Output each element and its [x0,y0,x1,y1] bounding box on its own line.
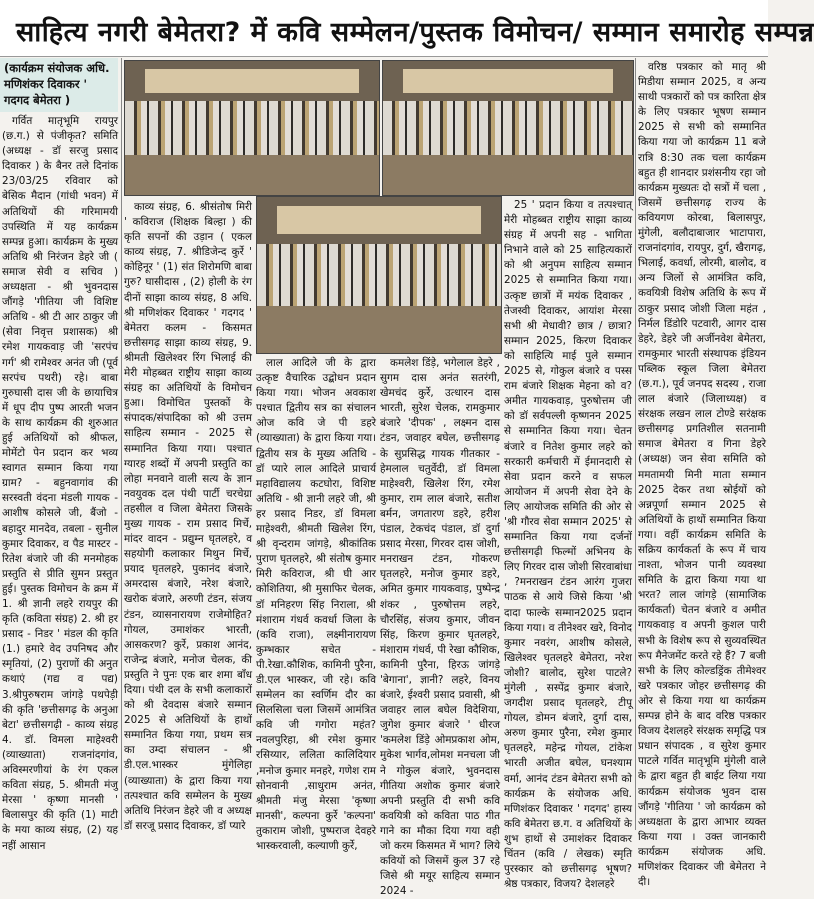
col5-text: 25 ' प्रदान किया व तत्पश्चात् मेरी मोहब्बत राष्ट्रीय साझा काव्य संग्रह में अपनी सह - भागिता निभाने वाले को 25 साहित्यकारों को श्री अनुपम साहित्य सम्मान 2025 से सम्मानित किया गया। उत्कृष्ट छात्रों में मयंक दिवाकर , तेजस्वी दिवाकर, आयांश मेरसा सभी श्री मेधावी? छात्र / छात्रा? सम्मान 2025, किरण दिवाकर को साहित्यि माई पुले सम्मान 2025 से, गोकुल बंजारे व पस्स राम बंजारे शिक्षक मेहना को व? अमीत गायकवाड़, पुरुषोत्तम जी को डॉ सर्वपल्ली कृष्णनन 2025 से सम्मानित किया गया। चेतन बंजारे व नितेश कुमार लहरे को सरकारी कर्मचारी में ईमानदारी से सेवा प्रदान करने व सफल आयोजन में अपनी सेवा देने के लिए आयोजक समिति की ओर से 'श्री गौरव सेवा सम्मान 2025' से सम्मानित किया गया दर्जनों छत्तीसगढ़ी फिल्मों अभिनय के लिए गिरवर दास जोशी सिरवाबांधा , ?मनराखन टंडन आरंग गुजरा पाठक से आये जिसे किया 'श्री दादा फाल्के सम्मान2025 प्रदान किया गया। व तीनेश्वर खरे, विनोद कुमार नवरंग, आशीष कोसले, खिलेश्वर घृतलहरे बेमेतरा, नरेश जोशी? बालोद, सुरेश पाटले? मुंगेली , सस्पेंद्र कुमार बंजारे, जगदीश प्रसाद घृतलहरे, टीपू गोयल, डोमन बंजारे, दुर्गा दास, अरुण कुमार पुरैना, रमेश कुमार घृतलहरे, महेन्द्र गोयल, टांकेश भारती अजीत बघेल, घनश्याम वर्मा, आनंद टंडन बेमेतरा सभी को कार्यक्रम के संयोजक अधि. मणिशंकर दिवाकर ' गदगद' हास्य कवि बेमेतरा छ.ग. व अतिथियों के शुभ हाथों से उमाशंकर दिवाकर चिंतन (कवि / लेखक) स्मृति पुरस्कार को छत्तीसगढ़ भूषण? श्रेष्ठ पत्रकार, विजय? देशलहरे [504,199,632,891]
col6-text: वरिष्ठ पत्रकार को मातृ श्री मिडीया सम्मान 2025, व अन्य साथी पत्रकारों को पत्र कारिता क्षेत्र के लिए पत्रकार भूषण सम्मान 2025 से सभी को सम्मानित किया गया जो कार्यक्रम 11 बजे रात्रि 8:30 तक चला कार्यक्रम बहुत ही शानदार प्रशंसनीय रहा जो कार्यक्रम मुख्यतः दो सत्रों में चला , जिसमें छत्तीसगढ़ राज्य के कवियगण कोरबा, बिलासपुर, मुंगेली, बलौदाबाजार भाटापारा, राजनांदगांव, रायपुर, दुर्ग, खैरागढ़, भिलाई, कवर्धा, लोरमी, बालोद, व अन्य जिलों से आमंत्रित कवि, कवयित्री विशेष अतिथि के रूप में ठाकुर प्रसाद जोशी जिला महंत , निर्मल डिंडोरि पटवारी, आगर दास डेहरे, डेहरे जी अर्जीनवेश बेमेतरा, रामकुमार भारती संस्थापक इंडियन पब्लिक स्कूल जिला बेमेतरा (छ.ग.), पूर्व जनपद सदस्य , राजा लाल बंजारे (जिलाध्यक्ष) व संरक्षक लखन लाल टोण्डे सरंक्षक छत्तीसगढ़ प्रगतिशील सतनामी समाज बेमेतरा व गिना डेहरे (अध्यक्ष) जन सेवा समिति को ममतामयी मिनी माता सम्मान 2025 देकर तथा स्रोईयों को अन्नपूर्णा सम्मान 2025 से अतिथियों के हाथों सम्मानित किया गया। वहीं कार्यक्रम समिति के सक्रिय कार्यकर्ता के रूप में चाय नाश्ता, भोजन पानी व्यवस्था समिति के द्वारा किया गया था भरत? लाल जांगड़े (सामाजिक कार्यकर्ता) चेतन बंजारे व अमीत गायकवाड़ व अपनी कुशल पारी सभी के विशेष रूप से सुव्यवस्थित रूप मैनेजमेंट करते रहे हैं? 7 बजी सभी के लिए कोल्डड्रिंक तीमेश्वर खरे पत्रकार जोहर छत्तीसगढ़ की ओर से किया गया था कार्यक्रम सम्पन्न होने के बाद वरिष्ठ पत्रकार विजय देशलहरे संरक्षक समृद्धि पत्र प्रधान संपादक , व सुरेश कुमार पाटले गर्वित मातृभूमि मुंगेली वाले के द्वारा बहुत ही बाईट लिया गया कार्यक्रम संयोजक भुवन दास जौंगड़े 'गीतिया ' जो कार्यक्रम को अध्यक्षता के द्वारा आभार व्यक्त किया गया । उक्त जानकारी कार्यक्रम संयोजक अधि. मणिशंकर दिवाकर जी बेमेतरा ने दी। [638,61,766,889]
col2-text: काव्य संग्रह, 6. श्रीसंतोष मिरी ' कविराज (शिक्षक बिल्हा ) की कृति सपनों की उड़ान ( एकल काव्य संग्रह, 7. श्रीडिजेन्द कुर्रे ' कोहिनूर ' (1) संत शिरोमणि बाबा गुरु? घासीदास , (2) होली के रंग दीनों साझा काव्य संग्रह, 8 अधि. श्री मणिशंकर दिवाकर ' गदगद ' बेमेतरा कलम - किसमत छत्तीसगढ़ साझा काव्य संग्रह, 9. श्रीमती खिलेश्वर रिंग भिलाई की मेरी मोहब्बत राष्ट्रीय साझा काव्य संग्रह का अतिथियों के विमोचन हुआ। विमोचित पुस्तकों के संपादक/संपादिका को श्री उत्तम साहित्य सम्मान - 2025 से सम्मानित किया गया। पश्चात ग्यारह शब्दों में अपनी प्रस्तुति का लोहा मनवाने वाली सत्य के ज्ञान नवयुवक दल पंथी पार्टी चरचेग्रा तहसील व जिला बेमेतरा जिसके मुख्य गायक - राम प्रसाद मिर्चे, मांदर वादन - प्रद्युम्न घृतलहरे, व सहयोगी कलाकार मिथुन मिर्चे, प्रयाद घृतलहरे, पुकानंद बंजारे, अमरदास बंजारे, नरेश बंजारे, खरोक बंजारे, अरुणी टंडन, संजय टंडन, व्यासनारायण राजेमोहित? गोयल, उमाशंकर भारती, आसकरण? कुर्रे, प्रकाश आनंद, राजेन्द्र बंजारे, मनोज चेलक, की प्रस्तुति ने पुनः एक बार शमा बाँध दिया। पंथी दल के सभी कलाकारों को श्री देवदास बंजारे सम्मान 2025 से अतिथियों के हाथों सम्मानित किया गया, प्रथम सत्र का उम्दा संचालन - श्री डी.एल.भास्कर मुंगेलिहा (व्याख्याता) के द्वारा किया गया तत्पश्चात कवि सम्मेलन के मुख्य अतिथि निरंजन डेहरे जी व अध्यक्ष डॉ सरजू प्रसाद दिवाकर, डॉ प्यारे [124,201,252,832]
article-col-5 [504,198,632,891]
col3-text: लाल आदिले जी के द्वारा उत्कृष्ट वैचारिक उद्बोधन प्रदान किया गया। भोजन अवकाश पश्चात द्वितीय सत्र का संचालन ओज कवि जे पी डहरे (व्याख्याता) के द्वारा किया गया। द्वितीय सत्र के मुख्य अतिथि - डॉ प्यारे लाल आदिले प्राचार्य महाविद्यालय कटघोरा, विशिष्ट अतिथि - श्री ज्ञानी लहरे जी, श्री हर प्रसाद निडर, डॉ विमला माहेश्वरी, श्रीमती खिलेश रिंग, श्री वृन्दराम जांगड़े, श्रीकांतिक पुराण घृतलहरे, श्री संतोष कुमार मिरी कविराज, श्री घी आर कोशितिया, श्री मुसाफिर चेलक, डॉ मनिहरण सिंह निराला, श्री मंशाराम गंधर्व कवर्धा जिला के (कवि राजा), लक्ष्मीनारायण कुम्भकार सचेत - पी.रेखा.कौशिक, कामिनी पुरैना, डी.एल भास्कर, जी रहे। कवि सम्मेलन का स्वर्णिम दौर का सिलसिला चला जिसमें आमंत्रित कवि जी गगोरा महंत? नवलपुरिहा, श्री रमेश कुमार रसिय्यार, ललिता कालिदियार ,मनोज कुमार मनहरे, गणेश राम सोनवानी ,साधुराम अनंत, श्रीमती मंजु मेरसा 'कृष्णा मानसी', कल्पना कुर्रे 'कल्पना' तुकाराम जोशी, पुष्पराज देवहरे भास्करवाली, कल्याणी कुर्रे, [256,357,376,852]
event-photo-3 [256,196,502,354]
article-col-6 [638,60,766,889]
headline-bar [0,0,814,57]
event-photo-2 [382,60,634,196]
col1-text: गर्वित मातृभूमि रायपुर (छ.ग.) से पंजीकृत? समिति (अध्यक्ष - डॉ सरजु प्रसाद दिवाकर ) के बैनर तले दिनांक 23/03/25 रविवार को बेसिक मैदान (गांधी भवन) में अतिथियों की गरिमामयी उपस्थिति में यह कार्यक्रम सम्पन्न हुआ। कार्यक्रम के मुख्य अतिथि श्री निरंजन डेहरे जी ( समाज सेवी व सचिव ) अध्यक्षता - श्री भुवनदास जौंगड़े 'गीतिया जी विशिष्ट अतिथि - श्री टी आर ठाकुर जी (सेवा निवृत्त प्रशासक) श्री रमेश गायकवाड़ जी 'सरपंच गर्ग' श्री रामेश्वर अनंत जी (पूर्व सरपंच पथरी) रहे। बाबा गुरुघासी दास जी के छायाचित्र में धूप दीप पुष्प आरती भजन के साथ कार्यक्रम की शुरुआत हुई अतिथियों को श्रीफल, मोमेंटो पेन प्रदान कर भव्य स्वागत सम्मान किया गया ग्राम? - बहुनवागांव की सरस्वती वंदना मंडली गायक - आशीष कोसले जी, बैंजो - बहादुर मानदेव, तबला - सुनील कुमार दिवाकर, व पैड मास्टर - रितेश बंजारे जी की मनमोहक प्रस्तुति से प्रीति सुमन प्रस्तुत हुई। पुस्तक विमोचन के क्रम में 1. श्री ज्ञानी लहरे रायपुर की कृति (कविता संग्रह) 2. श्री हर प्रसाद - निडर ' मंडल की कृति (1.) हमारे वेद उपनिषद और स्मृतियां, (2) पुराणों की अनुत कथाएं (गद्य व पद्य) 3.श्रीपुरुषराम जांगड़े पथपेड़ी की कृति 'छत्तीसगढ़ के अनुआ बेटा' छत्तीसगढ़ी - काव्य संग्रह 4. डॉ. विमला माहेश्वरी (व्याख्याता) राजनांदगांव, अविस्मरणीयां के रंग एकल कविता संग्रह, 5. श्रीमती मंजु मेरसा ' कृष्णा मानसी ' बिलासपुर की कृति (1) माटी के मया काव्य संग्रह, (2) यह नहीं आसान [2,115,118,852]
organizer-box: (कार्यक्रम संयोजक अधि. मणिशंकर दिवाकर ' गदगद बेमेतरा ) [0,58,118,112]
article-col-1 [2,114,118,852]
article-col-4 [380,356,500,898]
article-col-2 [124,200,252,830]
headline: साहित्य नगरी बेमेतरा? में कवि सम्मेलन/पुस्तक विमोचन/ सम्मान समारोह सम्पन्न [16,17,814,48]
col4-text: कमलेश डिंड़े, भगेलाल डेहरे , सुगम दास अनंत सतरंगी, खेमचंद कुर्रे, उत्धारन दास भारती, सुरेश चेलक, रामकुमार बंजारे 'दीपक' , लक्ष्मन दास टंडन, जवाहर बघेल, छत्तीसगढ़ के सुप्रसिद्ध गायक गीतकार - हेमलाल चतुर्वेदी, डॉ विमला माहेश्वरी, खिलेश रिंग, रमेश कुमार, राम लाल बंजारे, सतीश बर्मन, जगतारण डहरे, हरीश पंडाल, टेकचंद पंडाल, डॉ दुर्गा प्रसाद मेरसा, गिरवर दास जोशी, मनराखन टंडन, गोकरण घृतलहरे, मनोज कुमार डहरे, अमित कुमार गायकवाड़, पुष्पेन्द्र शंकर , पुरुषोत्तम लहरे, चौरसिंह, संजय कुमार, जीवन सिंह, किरण कुमार घृतलहरे, मंशाराम गंधर्व, पी रेखा कौशिक, कामिनी पुरैना, हिरऊ जांगड़े 'बेगाना', ज्ञानी? लहरे, विनय बंजारे, ईश्वरी प्रसाद प्रवासी, श्री जवाहर लाल बघेल विदेशिया, जुगेश कुमार बंजारे ' धीरज 'कमलेश डिंड़े ओमप्रकाश ओम, मुकेश भार्गव,लोमश मनचला जी ने गोकुल बंजारे, भुवनदास गीतिया अशोक कुमार बंजारे अपनी प्रस्तुति दी सभी कवि कवयित्री को कविता पाठ गीत गाने का मौका दिया गया वही जो करम किसमत में भाग? लिये कवियों को जिसमें कुल 37 रहे जिसे श्री मयूर साहित्य सम्मान 2024 - [380,357,500,898]
event-photo-1 [124,60,380,196]
article-col-3 [256,356,376,852]
